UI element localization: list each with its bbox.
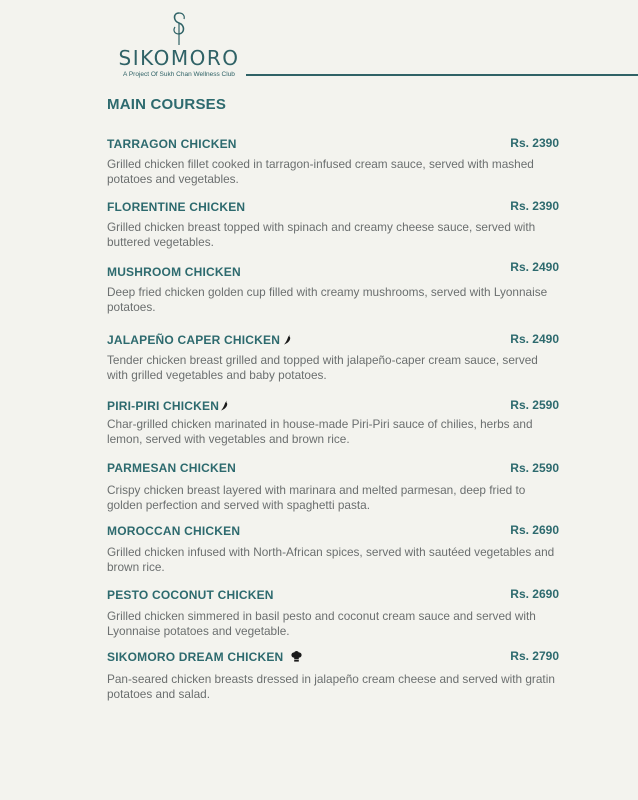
menu-item-description: Pan-seared chicken breasts dressed in jalapeño cream cheese and served with gratin potatoes and salad. (107, 672, 555, 701)
menu-item-sikomoro-dream-chicken (107, 648, 559, 702)
menu-item-description: Crispy chicken breast layered with marinara and melted parmesan, deep fried to golden perfection and served with spaghetti pasta. (107, 483, 526, 512)
menu-item-price: Rs. 2790 (510, 649, 559, 663)
menu-item-tarragon-chicken (107, 135, 559, 187)
menu-item-price: Rs. 2690 (510, 523, 559, 537)
section-title: MAIN COURSES (107, 96, 227, 113)
menu-item-description: Deep fried chicken golden cup filled with creamy mushrooms, served with Lyonnaise potatoes. (107, 285, 548, 314)
menu-item-price: Rs. 2590 (510, 461, 559, 475)
menu-item-description: Grilled chicken simmered in basil pesto and coconut cream sauce and served with Lyonnaise potatoes and vegetable. (107, 609, 536, 638)
menu-item-name: MOROCCAN CHICKEN (107, 524, 241, 538)
menu-item-name: PIRI-PIRI CHICKEN (107, 399, 220, 413)
menu-item-description: Tender chicken breast grilled and topped with jalapeño-caper cream sauce, served with grilled vegetables and baby potatoes. (107, 353, 538, 382)
menu-item-description: Grilled chicken breast topped with spinach and creamy cheese sauce, served with buttered vegetables. (107, 220, 536, 249)
menu-item-price: Rs. 2490 (510, 332, 559, 346)
menu-item-name: FLORENTINE CHICKEN (107, 200, 246, 214)
menu-item-name: MUSHROOM CHICKEN (107, 265, 241, 279)
brand-logo (104, 10, 254, 79)
menu-item-moroccan-chicken (107, 522, 559, 575)
menu-item-price: Rs. 2390 (510, 199, 559, 213)
brand-name: SIKOMORO (118, 46, 240, 70)
menu-item-price: Rs. 2390 (510, 136, 559, 150)
menu-item-parmesan-chicken (107, 459, 559, 513)
menu-item-jalapeno-caper-chicken (107, 331, 559, 383)
menu-item-name: JALAPEÑO CAPER CHICKEN (107, 333, 281, 347)
menu-item-name: TARRAGON CHICKEN (107, 137, 237, 151)
menu-item-name: PARMESAN CHICKEN (107, 461, 236, 475)
menu-item-name: SIKOMORO DREAM CHICKEN (107, 650, 284, 664)
menu-item-florentine-chicken (107, 198, 559, 250)
sikomoro-tree-logo-icon (166, 10, 192, 46)
menu-item-pesto-coconut-chicken (107, 586, 559, 639)
header-divider (246, 74, 638, 76)
chili-pepper-icon (220, 400, 229, 411)
chili-pepper-icon (283, 334, 292, 345)
menu-item-price: Rs. 2690 (510, 587, 559, 601)
menu-item-description: Grilled chicken fillet cooked in tarragon-infused cream sauce, served with mashed potatoes and vegetables. (107, 157, 534, 186)
menu-item-name: PESTO COCONUT CHICKEN (107, 588, 274, 602)
brand-tagline: A Project Of Sukh Chan Wellness Club (123, 71, 235, 78)
menu-item-mushroom-chicken (107, 260, 559, 315)
menu-item-description: Char-grilled chicken marinated in house-made Piri-Piri sauce of chilies, herbs and lemon, served with vegetables and brown rice. (107, 417, 533, 446)
menu-item-description: Grilled chicken infused with North-African spices, served with sautéed vegetables and brown rice. (107, 545, 555, 574)
menu-item-piri-piri-chicken (107, 397, 559, 447)
chef-signature-icon (291, 651, 302, 662)
menu-item-price: Rs. 2590 (510, 398, 559, 412)
menu-item-price: Rs. 2490 (510, 260, 559, 274)
